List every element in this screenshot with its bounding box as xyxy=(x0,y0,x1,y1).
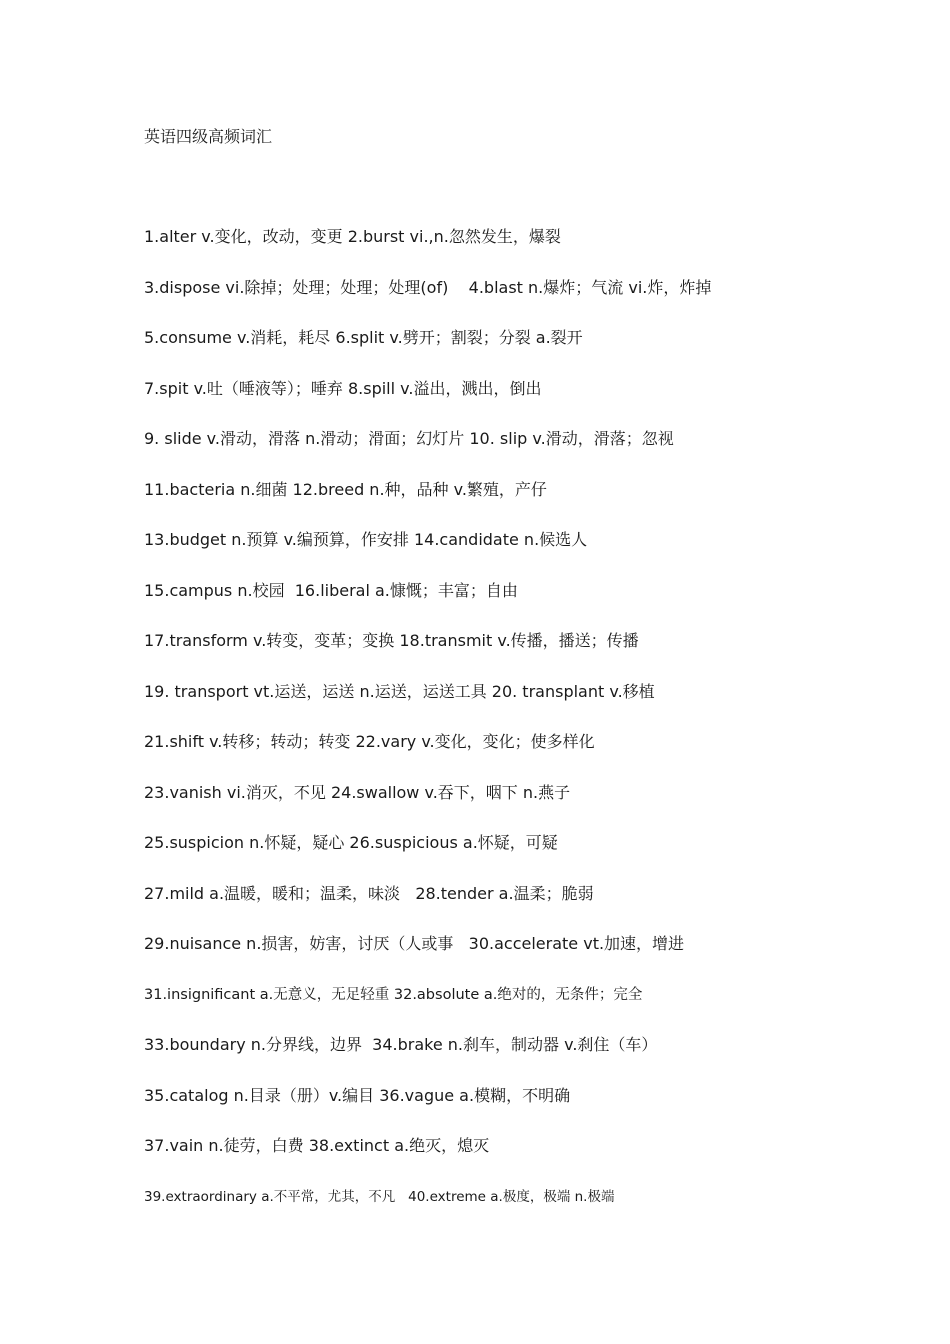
vocab-line-35-36: 35.catalog n.目录（册）v.编目 36.vague a.模糊，不明确 xyxy=(144,1085,571,1105)
vocab-line-21-22: 21.shift v.转移；转动；转变 22.vary v.变化，变化；使多样化 xyxy=(144,732,595,751)
vocab-line-11-12: 11.bacteria n.细菌 12.breed n.种，品种 v.繁殖，产仔 xyxy=(144,479,547,499)
vocab-line-15-16: 15.campus n.校园 16.liberal a.慷慨；丰富；自由 xyxy=(144,580,518,600)
vocab-line-31-32: 31.insignificant a.无意义，无足轻重 32.absolute a.绝对的，无条件；完全 xyxy=(144,986,643,1003)
vocab-line-27-28: 27.mild a.温暖，暖和；温柔，味淡 28.tender a.温柔；脆弱 xyxy=(144,883,594,903)
vocab-line-9-10: 9. slide v.滑动，滑落 n.滑动；滑面；幻灯片 10. slip v.滑动，滑落；忽视 xyxy=(144,429,674,448)
vocab-list xyxy=(144,227,924,1237)
vocab-line-39-40: 39.extraordinary a.不平常，尤其，不凡 40.extreme a.极度，极端 n.极端 xyxy=(144,1188,615,1205)
vocab-line-33-34: 33.boundary n.分界线，边界 34.brake n.刹车，制动器 v.刹住（车） xyxy=(144,1035,658,1054)
vocab-line-3-4: 3.dispose vi.除掉；处理；处理；处理(of) 4.blast n.爆炸；气流 vi.炸，炸掉 xyxy=(144,277,712,297)
vocab-line-7-8: 7.spit v.吐（唾液等）；唾弃 8.spill v.溢出，溅出，倒出 xyxy=(144,378,542,398)
document-title: 英语四级高频词汇 xyxy=(144,127,273,146)
vocab-line-37-38: 37.vain n.徒劳，白费 38.extinct a.绝灭，熄灭 xyxy=(144,1136,490,1155)
vocab-line-29-30: 29.nuisance n.损害，妨害，讨厌（人或事 30.accelerate vt.加速，增进 xyxy=(144,934,685,953)
vocab-line-5-6: 5.consume v.消耗，耗尽 6.split v.劈开；割裂；分裂 a.裂开 xyxy=(144,328,583,347)
vocab-line-25-26: 25.suspicion n.怀疑，疑心 26.suspicious a.怀疑，可疑 xyxy=(144,833,558,852)
vocab-line-23-24: 23.vanish vi.消灭，不见 24.swallow v.吞下，咽下 n.燕子 xyxy=(144,782,571,802)
vocab-line-17-18: 17.transform v.转变，变革；变换 18.transmit v.传播，播送；传播 xyxy=(144,631,639,650)
vocab-line-19-20: 19. transport vt.运送，运送 n.运送，运送工具 20. transplant v.移植 xyxy=(144,681,655,701)
vocab-line-13-14: 13.budget n.预算 v.编预算，作安排 14.candidate n.候选人 xyxy=(144,530,588,549)
vocab-line-1-2: 1.alter v.变化，改动，变更 2.burst vi.,n.忽然发生，爆裂 xyxy=(144,227,561,246)
